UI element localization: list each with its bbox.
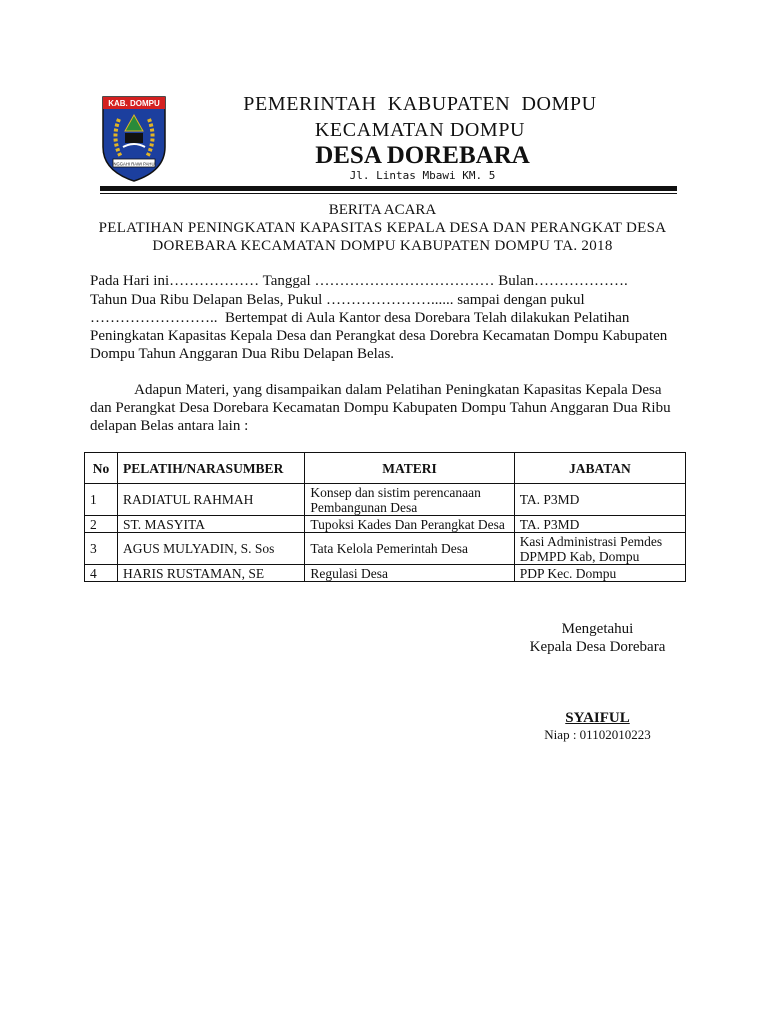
header-government: PEMERINTAH KABUPATEN DOMPU	[243, 93, 597, 115]
cell-nama: AGUS MULYADIN, S. Sos	[118, 533, 305, 565]
cell-no: 1	[85, 484, 118, 516]
logo-label: KAB. DOMPU	[108, 99, 160, 108]
kabupaten-dompu-logo	[101, 95, 167, 183]
body-para2-line-3: delapan Belas antara lain :	[90, 418, 249, 434]
cell-materi: Tata Kelola Pemerintah Desa	[305, 533, 514, 565]
header-village: DESA DOREBARA	[315, 142, 530, 169]
cell-jabatan: TA. P3MD	[514, 516, 685, 533]
header-jabatan: JABATAN	[514, 453, 685, 484]
table-row	[85, 565, 686, 582]
header-materi: MATERI	[305, 453, 514, 484]
cell-materi: Tupoksi Kades Dan Perangkat Desa	[305, 516, 514, 533]
table-row	[85, 484, 686, 516]
body-line-4: Peningkatan Kapasitas Kepala Desa dan Perangkat desa Dorebra Kecamatan Dompu Kabupaten	[90, 328, 668, 344]
cell-materi: Konsep dan sistim perencanaan Pembangunan Desa	[305, 484, 514, 516]
document-title: BERITA ACARA	[328, 202, 437, 218]
signature-position: Kepala Desa Dorebara	[529, 639, 666, 655]
cell-nama: HARIS RUSTAMAN, SE	[118, 565, 305, 582]
body-para2-line-2: dan Perangkat Desa Dorebara Kecamatan Dompu Kabupaten Dompu Tahun Anggaran Dua Ribu	[90, 400, 671, 416]
signature-name: SYAIFUL	[565, 710, 630, 726]
body-line-5: Dompu Tahun Anggaran Dua Ribu Delapan Belas.	[90, 346, 395, 362]
document-subtitle-line1: PELATIHAN PENINGKATAN KAPASITAS KEPALA DESA DAN PERANGKAT DESA	[98, 220, 667, 236]
body-line-3: …………………….. Bertempat di Aula Kantor desa Dorebara Telah dilakukan Pelatihan	[90, 310, 630, 326]
table-row	[85, 533, 686, 565]
signature-acknowledge: Mengetahui	[561, 621, 634, 637]
cell-jabatan: PDP Kec. Dompu	[514, 565, 685, 582]
table-header-row	[85, 453, 686, 484]
cell-no: 3	[85, 533, 118, 565]
cell-jabatan: TA. P3MD	[514, 484, 685, 516]
cell-materi: Regulasi Desa	[305, 565, 514, 582]
header-no: No	[85, 453, 118, 484]
signature-nip: Niap : 01102010223	[544, 727, 651, 742]
header-narasumber: PELATIH/NARASUMBER	[118, 453, 305, 484]
header-rule-thin	[100, 193, 677, 194]
body-line-1: Pada Hari ini……………… Tanggal ……………………………… Bulan……………….	[90, 273, 628, 289]
document-subtitle-line2: DOREBARA KECAMATAN DOMPU KABUPATEN DOMPU TA. 2018	[152, 238, 613, 254]
header-address: Jl. Lintas Mbawi KM. 5	[349, 169, 496, 182]
header-district: KECAMATAN DOMPU	[314, 119, 526, 141]
table-row	[85, 516, 686, 533]
logo-motto: NGGAHI RAWI PAHU	[113, 161, 155, 167]
cell-jabatan: Kasi Administrasi Pemdes DPMPD Kab, Dompu	[514, 533, 685, 565]
header-rule-thick	[100, 186, 677, 191]
body-line-2: Tahun Dua Ribu Delapan Belas, Pukul …………………...... sampai dengan pukul	[90, 292, 585, 308]
body-para2-line-1: Adapun Materi, yang disampaikan dalam Pelatihan Peningkatan Kapasitas Kepala Desa	[90, 382, 662, 398]
cell-no: 2	[85, 516, 118, 533]
trainer-table	[84, 452, 686, 582]
cell-nama: RADIATUL RAHMAH	[118, 484, 305, 516]
cell-no: 4	[85, 565, 118, 582]
cell-nama: ST. MASYITA	[118, 516, 305, 533]
